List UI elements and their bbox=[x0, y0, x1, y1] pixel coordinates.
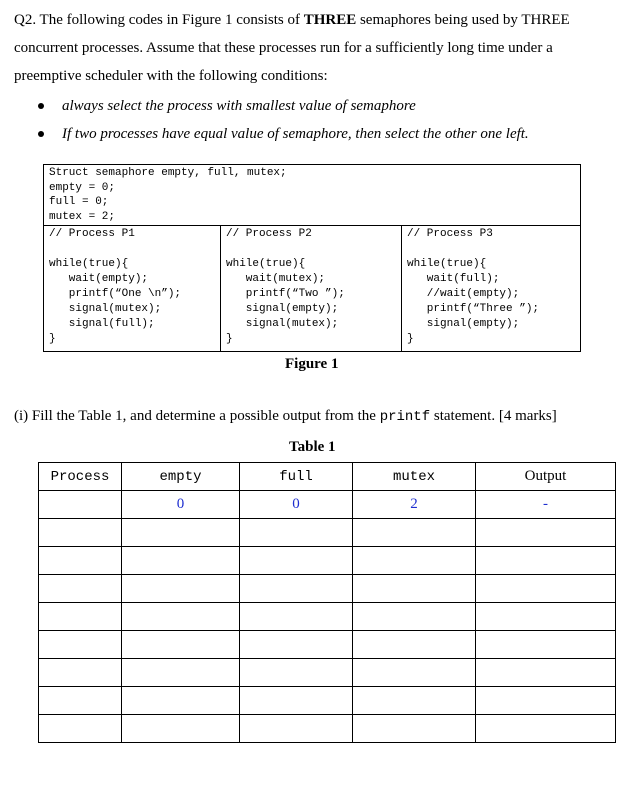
table-cell-process[interactable] bbox=[39, 687, 122, 715]
table-cell-output[interactable] bbox=[476, 687, 616, 715]
bullet-icon bbox=[38, 103, 44, 109]
table-cell-empty[interactable] bbox=[122, 687, 240, 715]
table-cell-mutex[interactable] bbox=[353, 715, 476, 743]
table-cell-empty[interactable] bbox=[122, 659, 240, 687]
table-cell-mutex[interactable] bbox=[353, 547, 476, 575]
semaphore-declarations bbox=[44, 165, 580, 226]
table-row bbox=[39, 519, 616, 547]
table-cell-process[interactable] bbox=[39, 575, 122, 603]
question-intro bbox=[14, 6, 626, 90]
printf-code: printf bbox=[379, 409, 431, 425]
table-cell-process[interactable] bbox=[39, 631, 122, 659]
table-cell-empty[interactable] bbox=[122, 631, 240, 659]
table-cell-output[interactable] bbox=[476, 575, 616, 603]
table-cell-full[interactable] bbox=[240, 575, 353, 603]
table-cell-mutex[interactable] bbox=[353, 603, 476, 631]
table-row bbox=[39, 715, 616, 743]
table-cell-process[interactable] bbox=[39, 547, 122, 575]
table-cell-mutex[interactable] bbox=[353, 631, 476, 659]
intro-bold-three: THREE bbox=[303, 12, 357, 28]
table-row bbox=[39, 659, 616, 687]
intro-line-1: Q2. The following codes in Figure 1 consists of THREE semaphores being used by THREE bbox=[14, 12, 570, 28]
table-cell-output[interactable] bbox=[476, 631, 616, 659]
table-row bbox=[39, 687, 616, 715]
figure-1-code-box bbox=[43, 164, 581, 352]
header-output: Output bbox=[476, 463, 616, 491]
table-cell-output[interactable]: - bbox=[476, 491, 616, 519]
process-p1-column bbox=[44, 225, 221, 351]
table-row bbox=[39, 575, 616, 603]
table-cell-empty[interactable]: 0 bbox=[122, 491, 240, 519]
table-cell-process[interactable] bbox=[39, 659, 122, 687]
table-cell-full[interactable] bbox=[240, 687, 353, 715]
question-part-i: (i) Fill the Table 1, and determine a possible output from the printf statement. [4 marks] bbox=[14, 408, 557, 425]
table-cell-mutex[interactable] bbox=[353, 687, 476, 715]
table-cell-full[interactable] bbox=[240, 659, 353, 687]
table-cell-output[interactable] bbox=[476, 519, 616, 547]
table-header-row bbox=[39, 463, 616, 491]
process-p3-code: // Process P3 while(true){ wait(full); //wait(empty); printf(“Three ”); signal(empty); } bbox=[407, 228, 540, 345]
table-cell-full[interactable] bbox=[240, 631, 353, 659]
table-row bbox=[39, 603, 616, 631]
bullet-icon bbox=[38, 131, 44, 137]
table-cell-mutex[interactable] bbox=[353, 519, 476, 547]
table-cell-full[interactable] bbox=[240, 715, 353, 743]
table-cell-mutex[interactable]: 2 bbox=[353, 491, 476, 519]
header-full: full bbox=[240, 463, 353, 491]
semaphore-table bbox=[38, 462, 616, 743]
table-row bbox=[39, 547, 616, 575]
process-p2-code: // Process P2 while(true){ wait(mutex); printf(“Two ”); signal(empty); signal(mutex); } bbox=[226, 228, 345, 345]
process-p1-code: // Process P1 while(true){ wait(empty); printf(“One \n”); signal(mutex); signal(full); } bbox=[49, 228, 182, 345]
table-cell-process[interactable] bbox=[39, 603, 122, 631]
table-caption: Table 1 bbox=[289, 439, 336, 455]
table-row-initial bbox=[39, 491, 616, 519]
table-cell-empty[interactable] bbox=[122, 547, 240, 575]
table-cell-full[interactable] bbox=[240, 547, 353, 575]
table-cell-process[interactable] bbox=[39, 715, 122, 743]
header-process: Process bbox=[39, 463, 122, 491]
condition-text: always select the process with smallest value of semaphore bbox=[62, 98, 416, 114]
table-cell-mutex[interactable] bbox=[353, 575, 476, 603]
table-cell-output[interactable] bbox=[476, 547, 616, 575]
process-p3-column bbox=[402, 225, 580, 351]
process-p2-column bbox=[221, 225, 402, 351]
declarations-code: Struct semaphore empty, full, mutex; empty = 0; full = 0; mutex = 2; bbox=[49, 167, 287, 223]
table-cell-mutex[interactable] bbox=[353, 659, 476, 687]
intro-line-3: preemptive scheduler with the following conditions: bbox=[14, 68, 328, 84]
table-cell-empty[interactable] bbox=[122, 715, 240, 743]
table-cell-empty[interactable] bbox=[122, 519, 240, 547]
table-cell-output[interactable] bbox=[476, 715, 616, 743]
header-empty: empty bbox=[122, 463, 240, 491]
condition-text: If two processes have equal value of semaphore, then select the other one left. bbox=[62, 126, 529, 142]
intro-line-2: concurrent processes. Assume that these processes run for a sufficiently long time under a bbox=[14, 40, 553, 56]
table-cell-full[interactable] bbox=[240, 603, 353, 631]
table-cell-full[interactable]: 0 bbox=[240, 491, 353, 519]
table-cell-output[interactable] bbox=[476, 659, 616, 687]
table-cell-process[interactable] bbox=[39, 491, 122, 519]
table-cell-full[interactable] bbox=[240, 519, 353, 547]
table-cell-empty[interactable] bbox=[122, 603, 240, 631]
figure-caption: Figure 1 bbox=[285, 356, 339, 372]
table-cell-process[interactable] bbox=[39, 519, 122, 547]
table-cell-output[interactable] bbox=[476, 603, 616, 631]
header-mutex: mutex bbox=[353, 463, 476, 491]
table-cell-empty[interactable] bbox=[122, 575, 240, 603]
table-row bbox=[39, 631, 616, 659]
